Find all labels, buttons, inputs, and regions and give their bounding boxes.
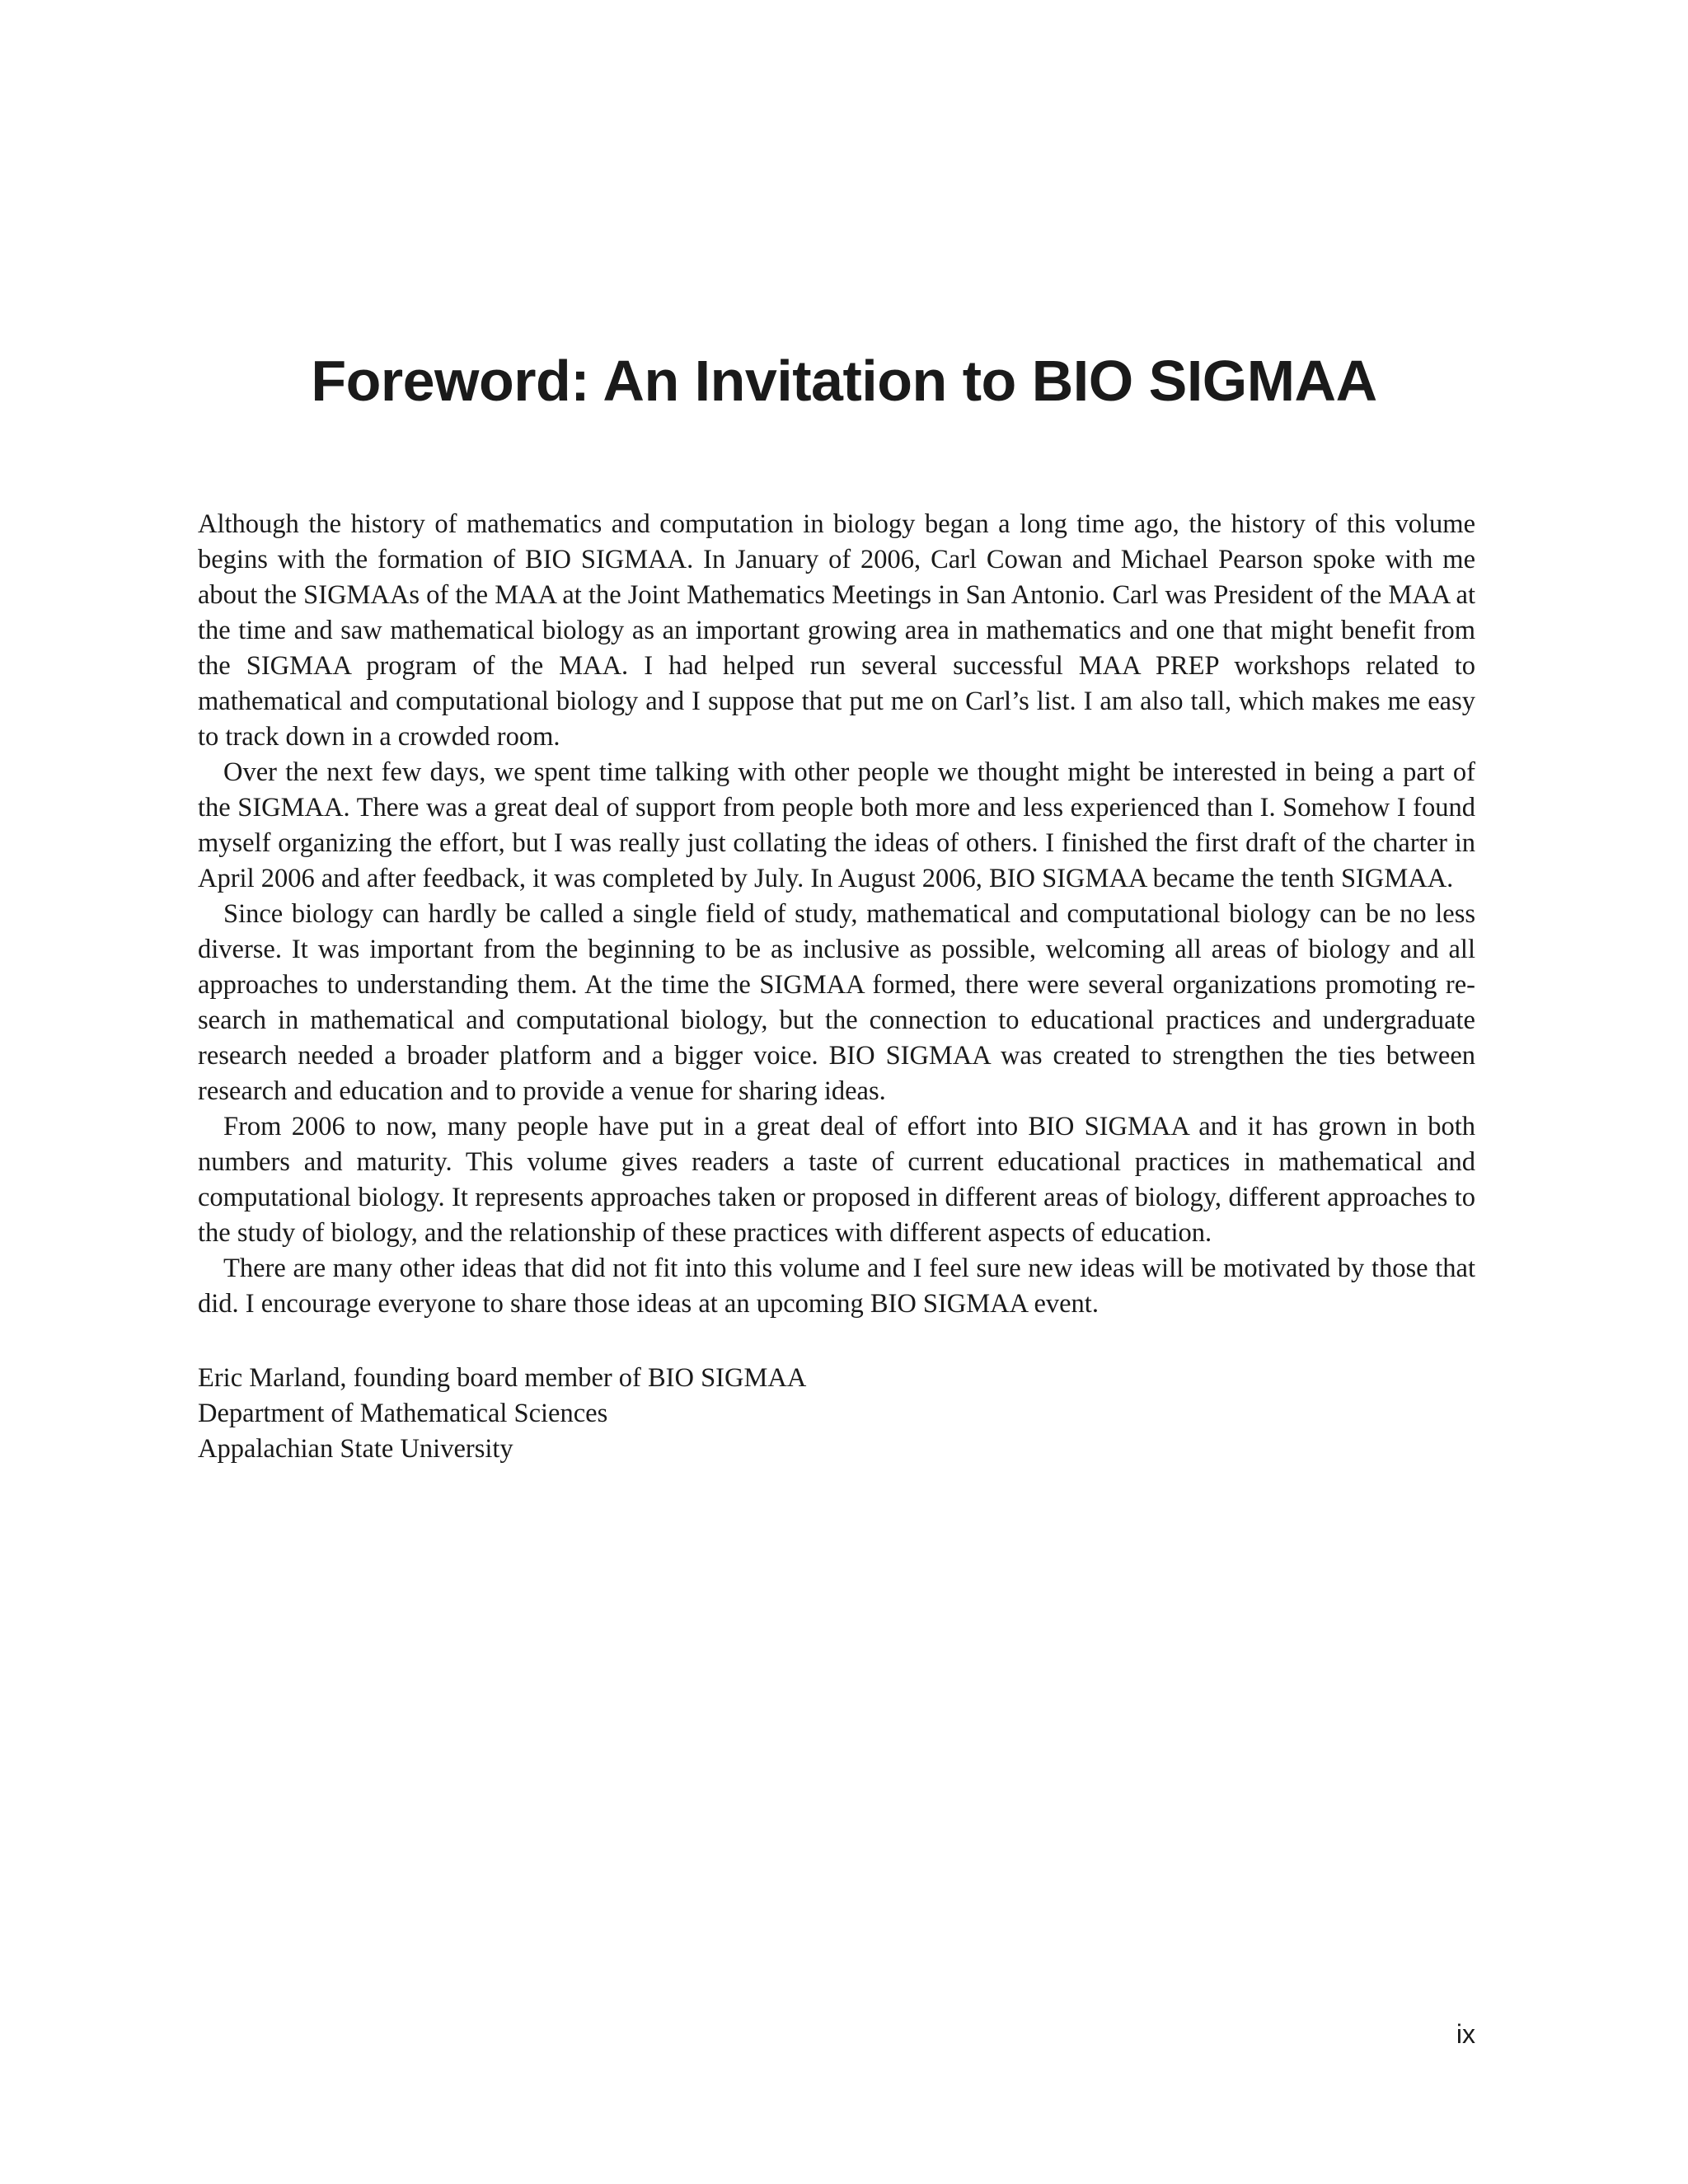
page-number: ix xyxy=(1456,2019,1475,2049)
author-name-line: Eric Marland, founding board member of BIO SIGMAA xyxy=(198,1363,807,1393)
paragraph-3: Since biology can hardly be called a single field of study, mathematical and computational biology can be no less diverse. It was important from the beginning to be as inclusive as possible, welcoming all areas of biology and all approaches to understanding them. At the time the SIGMAA formed, there were several organizations promoting re-search in mathematical and computational biology, but the connection to educational practices and undergraduate research needed a broader platform and a bigger voice. BIO SIGMAA was created to strengthen the ties between research and education and to provide a venue for sharing ideas. xyxy=(198,899,1475,1106)
author-signature xyxy=(198,1361,806,1467)
paragraph-1: Although the history of mathematics and computation in biology began a long time ago, the history of this volume begins with the formation of BIO SIGMAA. In January of 2006, Carl Cowan and Michael Pearson spoke with me about the SIGMAAs of the MAA at the Joint Mathematics Meetings in San Antonio. Carl was President of the MAA at the time and saw mathematical biology as an important growing area in mathematics and one that might benefit from the SIGMAA program of the MAA. I had helped run several successful MAA PREP workshops related to mathematical and computational biology and I suppose that put me on Carl’s list. I am also tall, which makes me easy to track down in a crowded room. xyxy=(198,509,1475,752)
page-title: Foreword: An Invitation to BIO SIGMAA xyxy=(311,349,1377,413)
author-institution: Appalachian State University xyxy=(198,1434,513,1464)
foreword-body xyxy=(198,507,1475,1322)
paragraph-2: Over the next few days, we spent time talking with other people we thought might be interested in being a part of the SIGMAA. There was a great deal of support from people both more and less experienced than I. Somehow I found myself organizing the effort, but I was really just collating the ideas of others. I finished the first draft of the charter in April 2006 and after feedback, it was completed by July. In August 2006, BIO SIGMAA became the tenth SIGMAA. xyxy=(198,757,1475,893)
author-department: Department of Mathematical Sciences xyxy=(198,1399,608,1428)
paragraph-4: From 2006 to now, many people have put in a great deal of effort into BIO SIGMAA and it has grown in both numbers and maturity. This volume gives readers a taste of current educational practices in mathematical and computational biology. It represents approaches taken or proposed in different areas of biology, different approaches to the study of biology, and the relationship of these practices with different aspects of education. xyxy=(198,1112,1475,1248)
paragraph-5: There are many other ideas that did not fit into this volume and I feel sure new ideas will be motivated by those that did. I encourage everyone to share those ideas at an upcoming BIO SIGMAA event. xyxy=(198,1254,1475,1319)
